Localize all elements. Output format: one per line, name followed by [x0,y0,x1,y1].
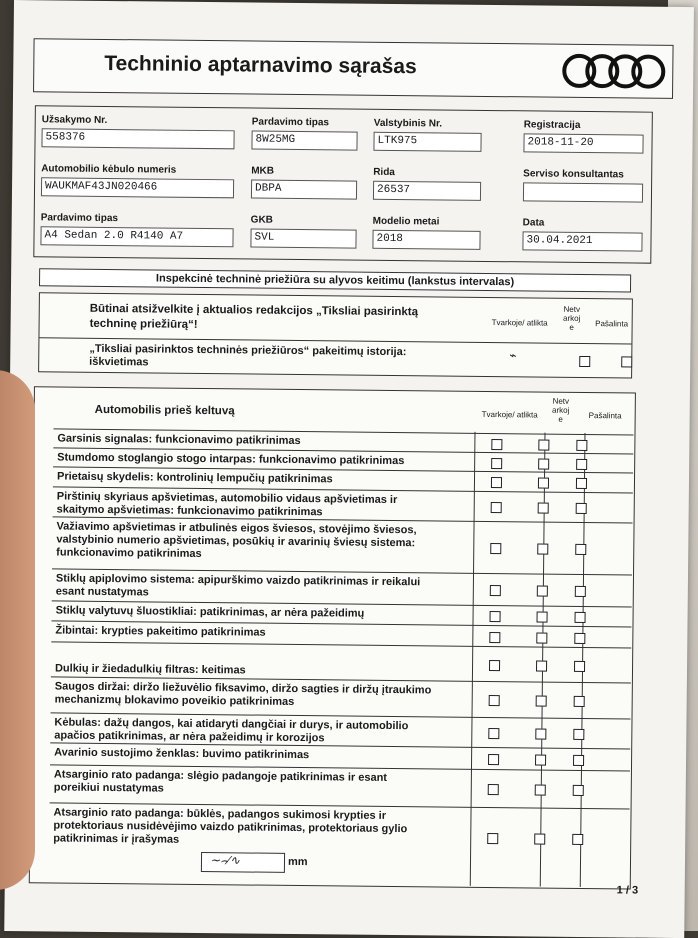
column-header-ok: Tvarkoje/ atlikta [481,409,538,420]
checkbox-removed[interactable] [576,459,587,470]
checkbox-ok[interactable] [489,660,500,671]
engine-code-field [251,165,357,199]
section-heading: Inspekcinė techninė priežiūra su alyvos keitimu (lankstus intervalas) [39,268,631,292]
checkbox-not-ok[interactable] [536,633,547,644]
checkbox-removed[interactable] [621,356,632,367]
checkbox-removed[interactable] [574,633,585,644]
field-label: Modelio metai [372,215,440,228]
title-box [33,38,674,99]
checkbox-ok[interactable] [490,585,501,596]
mileage-field [373,167,481,201]
column-header-not-ok: Netv arkoj e [552,396,570,424]
page-title: Techninio aptarnavimo sąrašas [104,51,417,79]
notice-text: Būtinai atsižvelkite į aktualios redakcijos „Tiksliai pasirinktą techninę priežiūrą“! [89,302,419,331]
page-number: 1 / 3 [616,884,639,897]
field-label: Pardavimo tipas [40,212,119,225]
checkbox-ok[interactable] [490,543,501,554]
vin-field [41,163,234,198]
field-value: DBPA [251,179,357,199]
checkbox-not-ok[interactable] [537,612,548,623]
checkbox-removed[interactable] [576,440,587,451]
column-header-not-ok: Netv arkoj e [562,304,581,332]
column-header-removed: Pašalinta [595,319,629,329]
field-label: Pardavimo tipas [251,116,330,129]
field-value: 26537 [373,181,481,201]
field-value: SVL [250,228,356,248]
field-value: 2018 [372,230,480,250]
checkbox-ok[interactable] [488,728,499,739]
checklist-item-label: Stiklų valytuvų šluostikliai: patikrinimas, ar nėra pažeidimų [55,604,365,620]
checkbox-removed[interactable] [573,785,584,796]
service-advisor-field [523,168,643,202]
checklist-row [49,802,630,869]
order-number-field [41,114,234,149]
field-label: Data [522,217,545,229]
checkbox-not-ok[interactable] [538,459,549,470]
checkbox-not-ok[interactable] [534,833,545,844]
field-label: GKB [250,214,274,226]
checkbox-not-ok[interactable] [538,440,549,451]
checklist-item-label: Dulkių ir žiedadulkių filtras: keitimas [54,662,246,677]
field-value: WAUKMAF43JN020466 [41,177,234,198]
field-label: Automobilio kėbulo numeris [41,163,177,176]
checklist-item-label: Stiklų apiplovimo sistema: apipurškimo vaizdo patikrinimas ir reikalui esant nustatymas [55,572,421,599]
checklist-item-label: Garsinis signalas: funkcionavimo patikrinimas [57,432,301,448]
checkbox-not-ok[interactable] [536,696,547,707]
field-value: 8W25MG [251,130,357,150]
field-value: 2018-11-20 [523,133,643,153]
checkbox-ok[interactable] [487,833,498,844]
checkbox-not-ok[interactable] [535,784,546,795]
checkbox-not-ok[interactable] [535,754,546,765]
sale-type-code-field [251,116,357,150]
checkbox-not-ok[interactable] [537,544,548,555]
checklist-item-label: Pirštinių skyriaus apšvietimas, automobilio vidaus apšvietimas ir skaitymo apšvietimas: funkcionavimo patikrinimas [56,490,398,519]
document-page [4,0,694,938]
checkbox-ok[interactable] [489,695,500,706]
pen-mark-icon: ⌁ [509,348,517,363]
hand-thumb [0,370,35,890]
checkbox-ok[interactable] [489,632,500,643]
checkbox-not-ok[interactable] [579,356,590,367]
column-header-ok: Tvarkoje/ atlikta [491,318,548,328]
field-value: 30.04.2021 [522,231,642,251]
model-field [40,212,233,247]
vehicle-info-box [33,105,653,263]
checkbox-not-ok[interactable] [538,478,549,489]
field-value: LTK975 [373,132,481,152]
checklist-item-label: Avarinio sustojimo ženklas: buvimo patikrinimas [54,746,310,762]
checkbox-removed[interactable] [576,478,587,489]
field-label: Registracija [523,119,581,131]
checkbox-ok[interactable] [491,439,502,450]
audi-rings-logo [559,51,669,92]
checkbox-removed[interactable] [576,503,587,514]
field-value [523,182,643,202]
checkbox-removed[interactable] [574,696,585,707]
checkbox-removed[interactable] [575,586,586,597]
history-text: „Tiksliai pasirinktos techninės priežiūros“ pakeitimų istorija: iškvietimas [89,342,407,369]
notice-box [38,292,633,378]
checkbox-not-ok[interactable] [535,728,546,739]
checklist-item-label: Atsarginio rato padanga: būklės, padangos sukimosi krypties ir protektoriaus nusidėvėjimo vaizdo patikrinimas, protektoriaus gylio patikrinimas ir įrašymas [53,806,408,846]
column-header-removed: Pašalinta [588,411,622,421]
checklist-item-label: Važiavimo apšvietimas ir atbulinės eigos šviesos, stovėjimo šviesos, valstybinio numerio apšvietimas, posūkių ir avarinių šviesų sistema: funkcionavimo patikrinimas [56,520,417,560]
checkbox-removed[interactable] [575,612,586,623]
checkbox-ok[interactable] [491,477,502,488]
field-label: Rida [373,166,395,178]
model-year-field [372,216,480,250]
field-label: Užsakymo Nr. [41,114,108,126]
checkbox-ok[interactable] [490,611,501,622]
unit-label: mm [287,855,308,869]
checkbox-removed[interactable] [574,661,585,672]
checkbox-removed[interactable] [573,755,584,766]
registration-field [523,119,643,153]
field-value: A4 Sedan 2.0 R4140 A7 [40,226,233,247]
field-label: Valstybinis Nr. [373,117,443,130]
checklist-item-label: Atsarginio rato padanga: slėgio padangoje patikrinimas ir esant poreikiui nustatymas [53,768,388,795]
checkbox-removed[interactable] [575,544,586,555]
checkbox-ok[interactable] [488,784,499,795]
checkbox-ok[interactable] [488,754,499,765]
handwriting-icon: ∼⌢∕∿ [209,853,241,868]
checkbox-not-ok[interactable] [537,586,548,597]
checkbox-not-ok[interactable] [538,503,549,514]
checkbox-ok[interactable] [491,502,502,513]
checkbox-removed[interactable] [573,729,584,740]
field-value: 558376 [41,128,234,149]
checklist-item-label: Kėbulas: dažų dangos, kai atidaryti dangčiai ir durys, ir automobilio apačios patikrinimas, ar nėra pažeidimų ir korozijos [54,716,409,745]
checkbox-ok[interactable] [491,458,502,469]
tread-depth-input[interactable] [201,852,285,873]
checkbox-removed[interactable] [572,834,583,845]
checklist-item-label: Saugos diržai: diržo liežuvėlio fiksavimo, diržo sagties ir diržų įtraukimo mechanizmų blokavimo poveikio patikrinimas [54,680,432,708]
checklist-title: Automobilis prieš keltuvą [94,403,235,418]
checklist-item-label: Prietaisų skydelis: kontrolinių lempučių patikrinimas [56,470,333,486]
checklist-row [52,516,633,575]
gearbox-code-field [250,214,356,248]
plate-number-field [373,118,481,152]
field-label: Serviso konsultantas [523,168,624,181]
checklist-item-label: Stumdomo stoglangio stogo intarpas: funkcionavimo patikrinimas [57,451,405,468]
field-label: MKB [251,165,275,177]
date-field [522,217,642,251]
checklist-item-label: Žibintai: krypties pakeitimo patikrinimas [55,624,266,639]
checkbox-not-ok[interactable] [536,661,547,672]
